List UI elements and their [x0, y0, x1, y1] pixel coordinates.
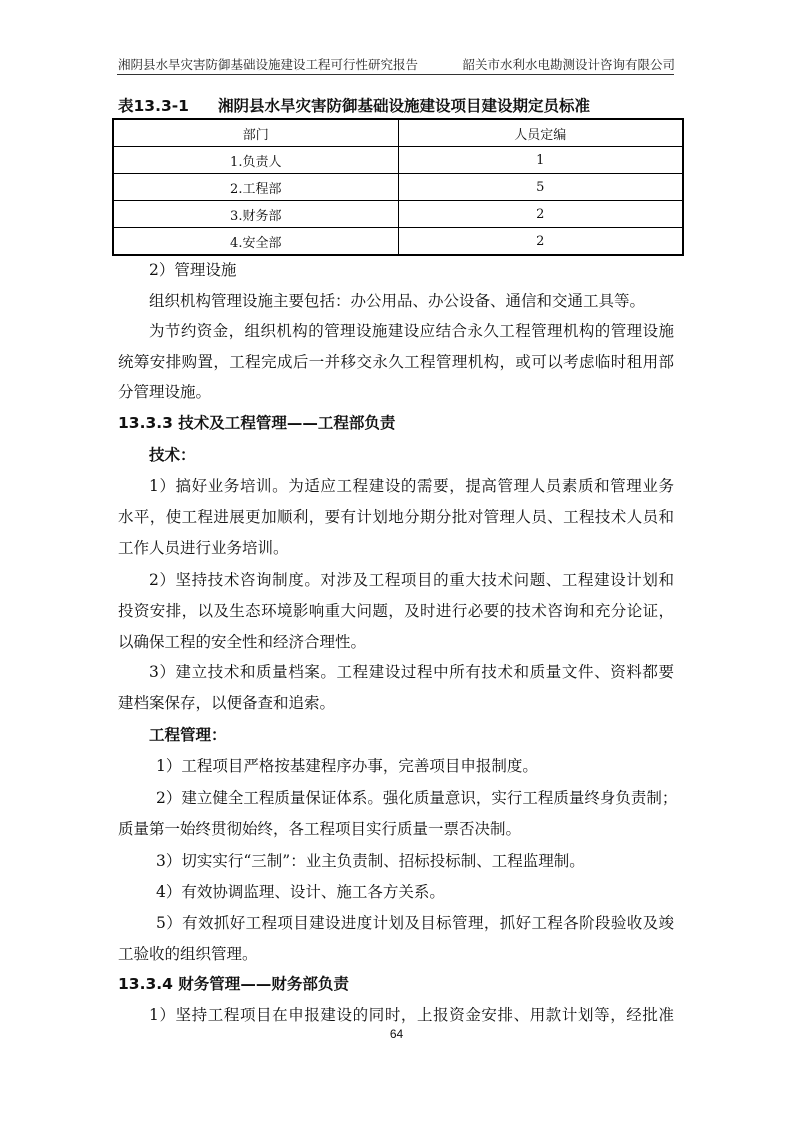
- sub-heading: 2）管理设施: [149, 261, 237, 279]
- section-heading: 13.3.4 财务管理——财务部负责: [118, 975, 349, 993]
- sub-heading: 技术：: [149, 446, 196, 464]
- table-row: [113, 147, 683, 174]
- text-line: 4）有效协调监理、设计、施工各方关系。: [156, 883, 445, 901]
- text-line: 工验收的组织管理。: [118, 945, 258, 963]
- page-number: 64: [389, 1027, 404, 1041]
- text-line: 3）切实实行“三制”：业主负责制、招标投标制、工程监理制。: [156, 852, 585, 870]
- text-line: 分管理设施。: [118, 383, 212, 401]
- table-cell: 3.财务部: [113, 201, 398, 228]
- text-line: 水平，使工程进展更加顺利，要有计划地分期分批对管理人员、工程技术人员和: [118, 508, 674, 526]
- column-header: 人员定编: [398, 119, 683, 147]
- text-line: 建档案保存，以便备查和追索。: [118, 694, 336, 712]
- table-cell: 2: [398, 201, 683, 228]
- table-caption: [118, 94, 590, 116]
- text-line: 组织机构管理设施主要包括：办公用品、办公设备、通信和交通工具等。: [149, 292, 646, 310]
- table-cell: 1.负责人: [113, 147, 398, 174]
- table-header-row: [113, 119, 683, 147]
- table-cell: 5: [398, 174, 683, 201]
- header-divider: [117, 74, 674, 75]
- text-line: 5）有效抓好工程项目建设进度计划及目标管理，抓好工程各阶段验收及竣: [156, 914, 674, 932]
- text-line: 质量第一始终贯彻始终，各工程项目实行质量一票否决制。: [118, 820, 522, 838]
- table-cell: 2.工程部: [113, 174, 398, 201]
- running-header-title: 湘阴县水旱灾害防御基础设施建设工程可行性研究报告: [118, 57, 419, 72]
- table-row: [113, 174, 683, 201]
- text-line: 为节约资金，组织机构的管理设施建设应结合永久工程管理机构的管理设施: [149, 322, 674, 340]
- text-line: 工作人员进行业务培训。: [118, 539, 289, 557]
- text-line: 1）搞好业务培训。为适应工程建设的需要，提高管理人员素质和管理业务: [149, 477, 674, 495]
- staffing-table: [112, 118, 684, 256]
- text-line: 2）坚持技术咨询制度。对涉及工程项目的重大技术问题、工程建设计划和: [149, 571, 674, 589]
- text-line: 1）工程项目严格按基建程序办事，完善项目申报制度。: [156, 757, 538, 775]
- text-line: 统筹安排购置，工程完成后一并移交永久工程管理机构，或可以考虑临时租用部: [118, 353, 674, 371]
- section-heading: 13.3.3 技术及工程管理——工程部负责: [118, 414, 396, 432]
- table-cell: 1: [398, 147, 683, 174]
- table-row: [113, 201, 683, 228]
- text-line: 以确保工程的安全性和经济合理性。: [118, 633, 367, 651]
- table-cell: 2: [398, 228, 683, 256]
- text-line: 3）建立技术和质量档案。工程建设过程中所有技术和质量文件、资料都要: [149, 663, 674, 681]
- running-header-company: 韶关市水利水电勘测设计咨询有限公司: [462, 57, 675, 72]
- text-line: 投资安排，以及生态环境影响重大问题，及时进行必要的技术咨询和充分论证，: [118, 602, 674, 620]
- column-header: 部门: [113, 119, 398, 147]
- table-row: [113, 228, 683, 256]
- sub-heading: 工程管理：: [149, 726, 227, 744]
- text-line: 2）建立健全工程质量保证体系。强化质量意识，实行工程质量终身负责制；: [156, 789, 678, 807]
- table-number: 表13.3-1: [118, 97, 189, 115]
- table-title: 湘阴县水旱灾害防御基础设施建设项目建设期定员标准: [218, 97, 591, 115]
- table-cell: 4.安全部: [113, 228, 398, 256]
- text-line: 1）坚持工程项目在申报建设的同时，上报资金安排、用款计划等，经批准: [149, 1006, 674, 1024]
